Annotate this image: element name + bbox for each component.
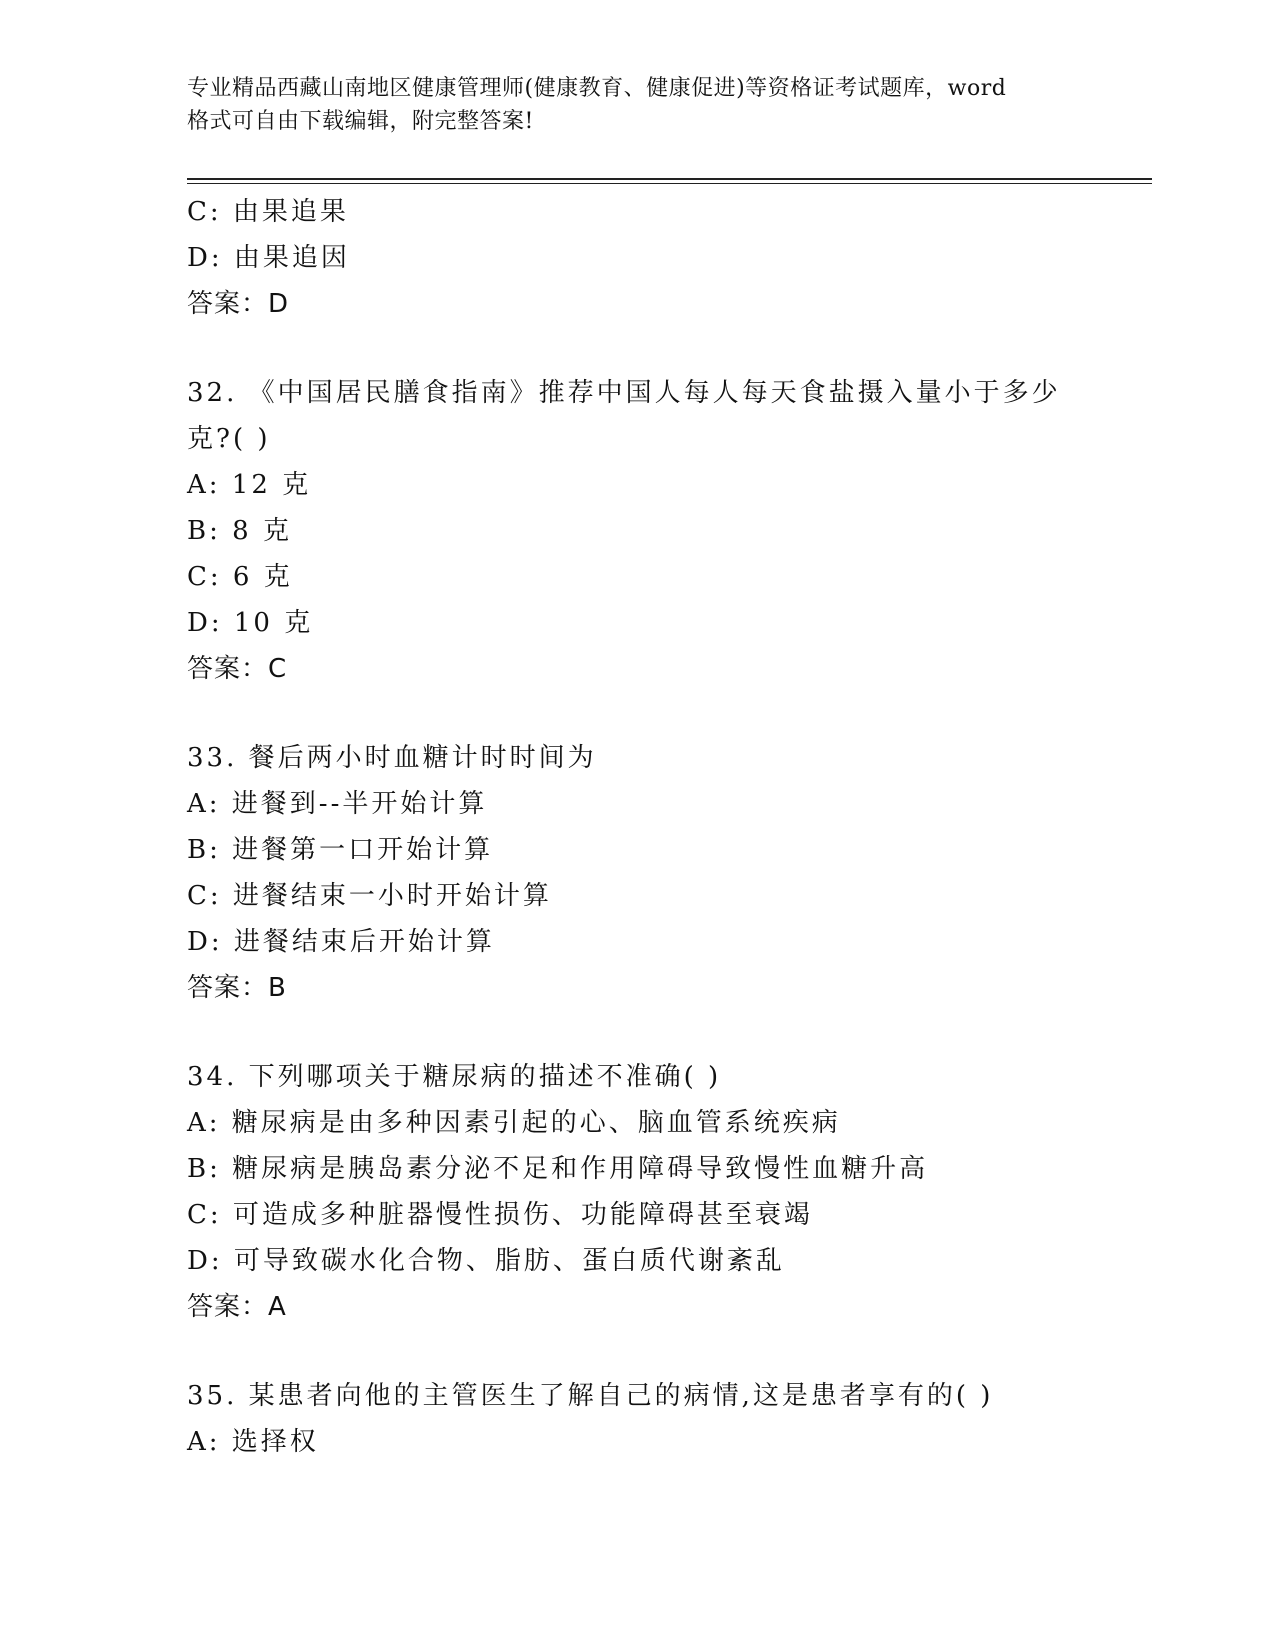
question-list	[187, 189, 1152, 1465]
document-header	[187, 72, 1087, 138]
option-c: C: 可造成多种脏器慢性损伤、功能障碍甚至衰竭	[187, 1200, 813, 1230]
header-line-2: 格式可自由下载编辑，附完整答案!	[187, 109, 534, 134]
answer-line: 答案：B	[187, 973, 287, 1003]
option-d: D: 进餐结束后开始计算	[187, 927, 495, 957]
option-a: A: 进餐到--半开始计算	[187, 789, 488, 819]
option-c: C: 由果追果	[187, 197, 349, 227]
option-d: D: 可导致碳水化合物、脂肪、蛋白质代谢紊乱	[187, 1246, 785, 1276]
question-stem: 32. 《中国居民膳食指南》推荐中国人每人每天食盐摄入量小于多少	[187, 378, 1061, 408]
option-a: A: 12 克	[187, 470, 312, 500]
question-32	[187, 370, 1152, 692]
option-d: D: 10 克	[187, 608, 314, 638]
option-a: A: 糖尿病是由多种因素引起的心、脑血管系统疾病	[187, 1108, 841, 1138]
question-stem: 34. 下列哪项关于糖尿病的描述不准确( )	[187, 1062, 722, 1092]
option-b: B: 进餐第一口开始计算	[187, 835, 494, 865]
question-35	[187, 1373, 1152, 1465]
question-stem: 33. 餐后两小时血糖计时时间为	[187, 743, 597, 773]
option-c: C: 6 克	[187, 562, 293, 592]
option-b: B: 糖尿病是胰岛素分泌不足和作用障碍导致慢性血糖升高	[187, 1154, 929, 1184]
answer-line: 答案：A	[187, 1292, 287, 1322]
question-33	[187, 735, 1152, 1011]
header-divider-thick	[187, 178, 1152, 180]
question-31-tail	[187, 189, 1152, 327]
question-stem-continued: 克?( )	[187, 424, 271, 454]
question-stem: 35. 某患者向他的主管医生了解自己的病情,这是患者享有的( )	[187, 1381, 994, 1411]
question-34	[187, 1054, 1152, 1330]
option-c: C: 进餐结束一小时开始计算	[187, 881, 552, 911]
header-line-1: 专业精品西藏山南地区健康管理师(健康教育、健康促进)等资格证考试题库，word	[187, 76, 1007, 101]
header-divider-thin	[187, 183, 1152, 184]
answer-line: 答案：C	[187, 654, 288, 684]
option-a: A: 选择权	[187, 1427, 319, 1457]
option-d: D: 由果追因	[187, 243, 350, 273]
option-b: B: 8 克	[187, 516, 292, 546]
answer-line: 答案：D	[187, 289, 290, 319]
